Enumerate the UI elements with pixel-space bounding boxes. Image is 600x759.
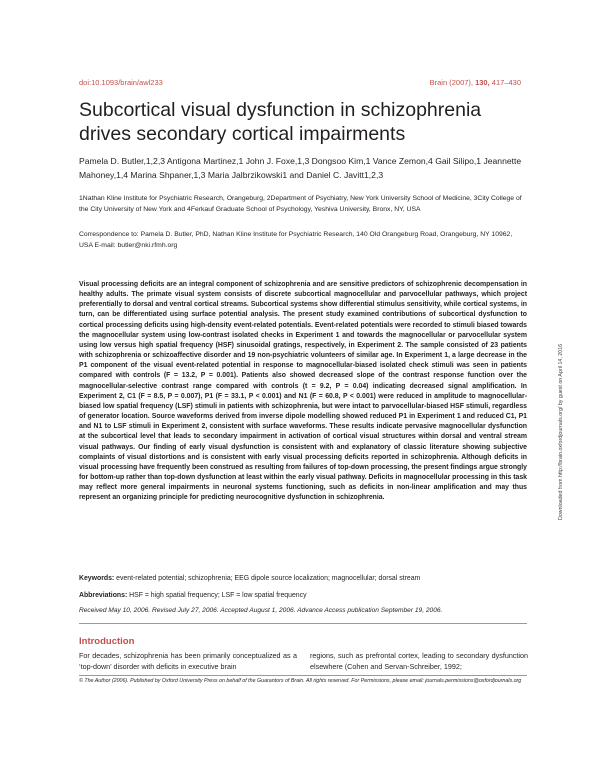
correspondence: Correspondence to: Pamela D. Butler, PhD, Nathan Kline Institute for Psychiatric Research, 140 Old Orangeburg Road, Orangeburg, NY 10962, USA E-mail: butler@nki.rfmh.org [79,231,513,249]
journal-volume: 130, [475,78,490,87]
author-list: Pamela D. Butler,1,2,3 Antigona Martinez,1 John J. Foxe,1,3 Dongsoo Kim,1 Vance Zemon,4 Gail Silipo,1 Jeannette Mahoney,1,4 Marina Shpaner,1,3 Maria Jalbrzikowski1 and Daniel C. Javitt1,2,3 [79,156,522,180]
keywords [79,574,527,584]
download-watermark [558,260,568,520]
keywords-text: event-related potential; schizophrenia; EEG dipole source localization; magnocellular; dorsal stream [116,575,421,582]
abbreviations-text: HSF = high spatial frequency; LSF = low spatial frequency [129,592,307,599]
doi-link[interactable]: doi:10.1093/brain/awl233 [79,78,163,87]
journal-name: Brain (2007), [429,78,473,87]
abstract: Visual processing deficits are an integral component of schizophrenia and are sensitive predictors of schizophrenic decompensation in healthy adults. The primate visual system consists of discrete subcortical magnocellular and parvocellular pathways, which project preferentially to dorsal and ventral cortical streams. Subcortical systems show differential stimulus sensitivity, while cortical systems, in turn, can be differentiated using surface potential analysis. The present study examined contributions of subcortical dysfunction to cortical processing deficits using high-density event-related potentials. Event-related potentials were recorded to stimuli biased towards the magnocellular system using low-contrast isolated checks in Experiment 1 and towards the magnocellular or parvocellular system using low versus high spatial frequency (HSF) sinusoidal gratings, respectively, in Experiment 2. The sample consisted of 23 patients with schizophrenia or schizoaffective disorder and 19 non-psychiatric volunteers of similar age. In Experiment 1, a large decrease in the P1 component of the visual event-related potential in response to magnocellular-biased isolated check stimuli was seen in patients compared with controls (F = 13.2, P = 0.001). Patients also showed decreased slope of the contrast response function over the magnocellular-selective contrast range compared with controls (t = 9.2, P = 0.04) indicating decreased signal amplification. In Experiment 2, C1 (F = 8.5, P = 0.007), P1 (F = 33.1, P < 0.001) and N1 (F = 60.8, P < 0.001) were reduced in amplitude to magnocellular-biased low spatial frequency (LSF) stimuli in patients with schizophrenia, but were intact to parvocellular-biased HSF stimuli, regardless of generator location. Source waveforms derived from inverse dipole modelling showed reduced P1 in Experiment 1 and reduced C1, P1 and N1 to LSF stimuli in Experiment 2, consistent with surface waveforms. These results indicate pervasive magnocellular dysfunction at the subcortical level that leads to secondary impairment in activation of cortical visual structures within dorsal and ventral stream visual pathways. Our finding of early visual dysfunction is consistent with and explanatory of classic literature showing subjective complaints of visual distortions and is consistent with early visual processing deficits reported in schizophrenia. Although deficits in visual processing have frequently been construed as resulting from failures of top-down processing, the present findings argue strongly for bottom-up rather than top-down dysfunction at least within the early visual pathway. Deficits in magnocellular processing in this task may reflect more general impairments in neuronal systems functioning, such as deficits in non-linear amplification and may thus represent an organizing principle for predicting neurocognitive dysfunction in schizophrenia. [79,281,527,502]
section-divider [79,623,527,624]
abbreviations [79,591,527,601]
intro-column-right: regions, such as prefrontal cortex, leading to secondary dysfunction elsewhere (Cohen and Servan-Schreiber, 1992; [310,651,528,672]
article-title: Subcortical visual dysfunction in schizophrenia drives secondary cortical impairments [79,99,482,145]
abbreviations-label: Abbreviations: [79,592,128,599]
introduction-heading: Introduction [79,636,135,647]
affiliations: 1Nathan Kline Institute for Psychiatric Research, Orangeburg, 2Department of Psychiatry, New York University School of Medicine, 3City College of the City University of New York and 4Ferkauf Graduate School of Psychology, Yeshiva University, Bronx, NY, USA [79,195,522,213]
received-dates: Received May 10, 2006. Revised July 27, 2006. Accepted August 1, 2006. Advance Access publication September 19, 2006. [79,607,443,614]
intro-column-left: For decades, schizophrenia has been primarily conceptualized as a ‘top-down’ disorder with deficits in executive brain [79,651,297,672]
copyright-footer: © The Author (2006). Published by Oxford University Press on behalf of the Guarantors of Brain. All rights reserved. For Permissions, please email: journals.permissions@oxfordjournals.org [79,675,527,685]
keywords-label: Keywords: [79,575,115,582]
download-watermark-text: Downloaded from http://brain.oxfordjournals.org/ by guest on April 14, 2016 [558,343,564,520]
journal-citation [430,78,521,87]
journal-pages: 417–430 [491,78,521,87]
